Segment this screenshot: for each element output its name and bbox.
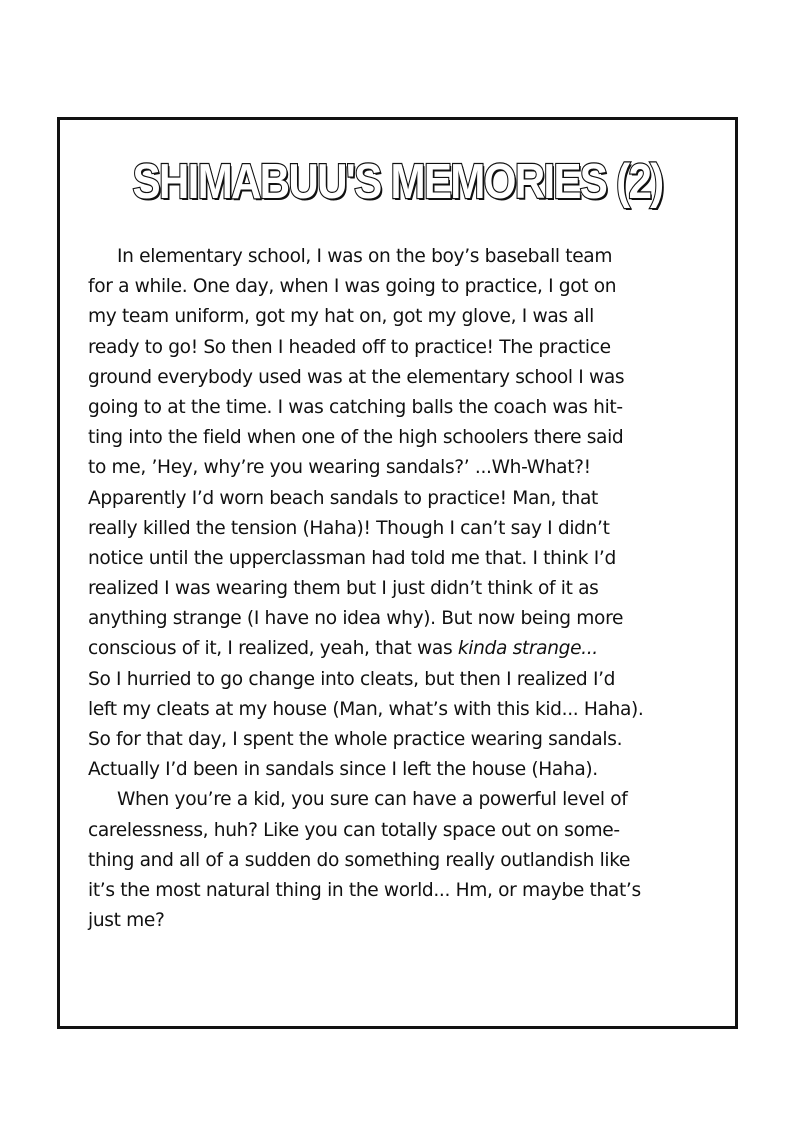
italic-phrase: kinda strange... [457,638,598,660]
text-line: So I hurried to go change into cleats, but then I realized I’d [88,668,616,690]
text-line [88,634,720,664]
memoir-text [88,242,720,936]
text-line: for a while. One day, when I was going to practice, I got on [88,276,617,298]
page-title: SHIMABUU'S MEMORIES (2) [132,155,663,209]
text-line: thing and all of a sudden do something really outlandish like [88,849,631,871]
text-line: realized I was wearing them but I just didn’t think of it as [88,578,599,600]
text-line: carelessness, huh? Like you can totally space out on some- [88,819,620,841]
text-line: left my cleats at my house (Man, what’s with this kid... Haha). [88,698,644,720]
text-line: Apparently I’d worn beach sandals to practice! Man, that [88,487,598,509]
text-line: notice until the upperclassman had told me that. I think I’d [88,547,616,569]
text-line: So for that day, I spent the whole practice wearing sandals. [88,729,623,750]
text-line: really killed the tension (Haha)! Though I can’t say I didn’t [88,517,610,539]
text-panel-frame [57,117,738,1029]
text-line: ting into the field when one of the high schoolers there said [88,427,624,449]
text-line-segment: conscious of it, I realized, yeah, that was [88,638,458,660]
text-line: ground everybody used was at the elementary school I was [88,366,625,388]
text-line: When you’re a kid, you sure can have a powerful level of [117,789,628,811]
text-line: ready to go! So then I headed off to practice! The practice [88,336,611,358]
text-line: just me? [88,910,165,932]
text-line: In elementary school, I was on the boy’s baseball team [117,246,613,267]
text-line: my team uniform, got my hat on, got my glove, I was all [88,306,594,328]
text-line: anything strange (I have no idea why). But now being more [88,608,624,630]
text-line: Actually I’d been in sandals since I left the house (Haha). [88,759,598,781]
text-line: going to at the time. I was catching balls the coach was hit- [88,396,623,418]
text-line: to me, ’Hey, why’re you wearing sandals?’ ...Wh-What?! [88,457,591,479]
text-line: it’s the most natural thing in the world... Hm, or maybe that’s [88,879,641,901]
